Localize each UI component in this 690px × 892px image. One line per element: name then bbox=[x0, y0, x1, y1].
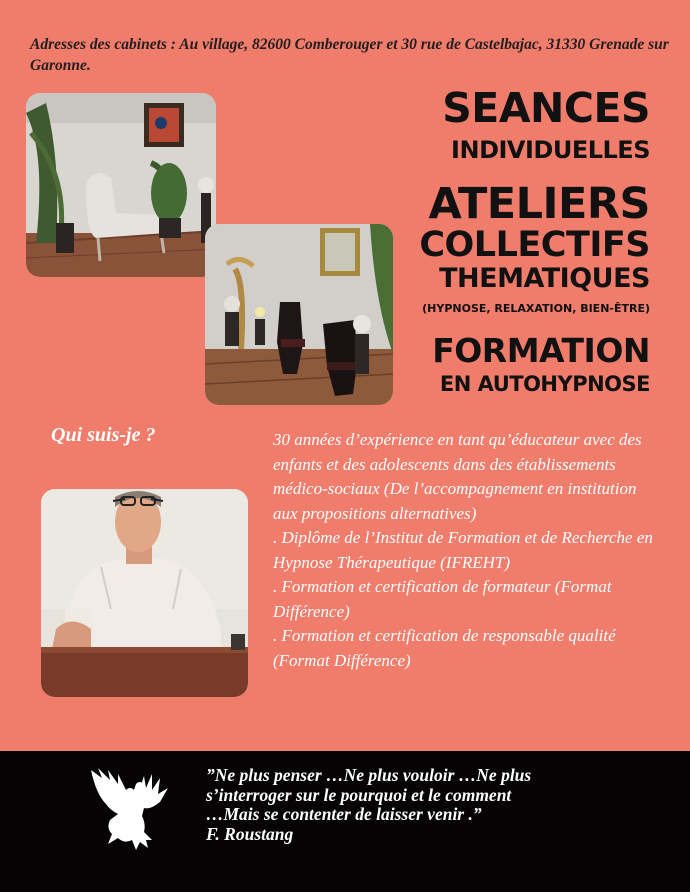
heading-ateliers: ATELIERS bbox=[428, 179, 650, 229]
bio-paragraph: . Formation et certification de formateur (Format Différence) bbox=[273, 577, 612, 621]
heading-formation: FORMATION bbox=[432, 331, 650, 370]
heading-autohypnose: EN AUTOHYPNOSE bbox=[439, 372, 650, 396]
heading-themes-list: (HYPNOSE, RELAXATION, BIEN-ÊTRE) bbox=[422, 302, 650, 315]
cabinet-photo-chairs bbox=[205, 224, 393, 405]
heading-thematiques: THEMATIQUES bbox=[439, 263, 650, 294]
about-title: Qui suis-je ? bbox=[51, 424, 156, 446]
quote-author: F. Roustang bbox=[206, 823, 294, 844]
bio-paragraph: . Diplôme de l’Institut de Formation et de Recherche en Hypnose Thérapeutique (IFREHT) bbox=[273, 528, 653, 572]
cabinet-address: Adresses des cabinets : Au village, 82600 Comberouger et 30 rue de Castelbajac, 31330 Grenade sur Garonne. bbox=[30, 36, 669, 74]
quote-line: …Mais se contenter de laisser venir .” bbox=[206, 804, 482, 824]
about-bio bbox=[273, 428, 665, 673]
portrait-photo bbox=[41, 489, 248, 697]
heading-seances: SEANCES bbox=[442, 84, 650, 132]
eagle-icon bbox=[88, 764, 172, 850]
quote-text bbox=[206, 766, 666, 844]
quote-line: ”Ne plus penser …Ne plus vouloir …Ne plus bbox=[206, 765, 532, 785]
bio-paragraph: . Formation et certification de responsable qualité (Format Différence) bbox=[273, 626, 616, 670]
cabinet-photo-armchair bbox=[26, 93, 216, 277]
quote-line: s’interroger sur le pourquoi et le comment bbox=[206, 784, 512, 805]
bio-paragraph: 30 années d’expérience en tant qu’éducateur avec des enfants et des adolescents dans des établissements médico-sociaux (De l’accompagnement en institution aux propositions alternatives) bbox=[273, 430, 642, 523]
heading-individuelles: INDIVIDUELLES bbox=[451, 136, 650, 164]
heading-collectifs: COLLECTIFS bbox=[419, 225, 650, 265]
